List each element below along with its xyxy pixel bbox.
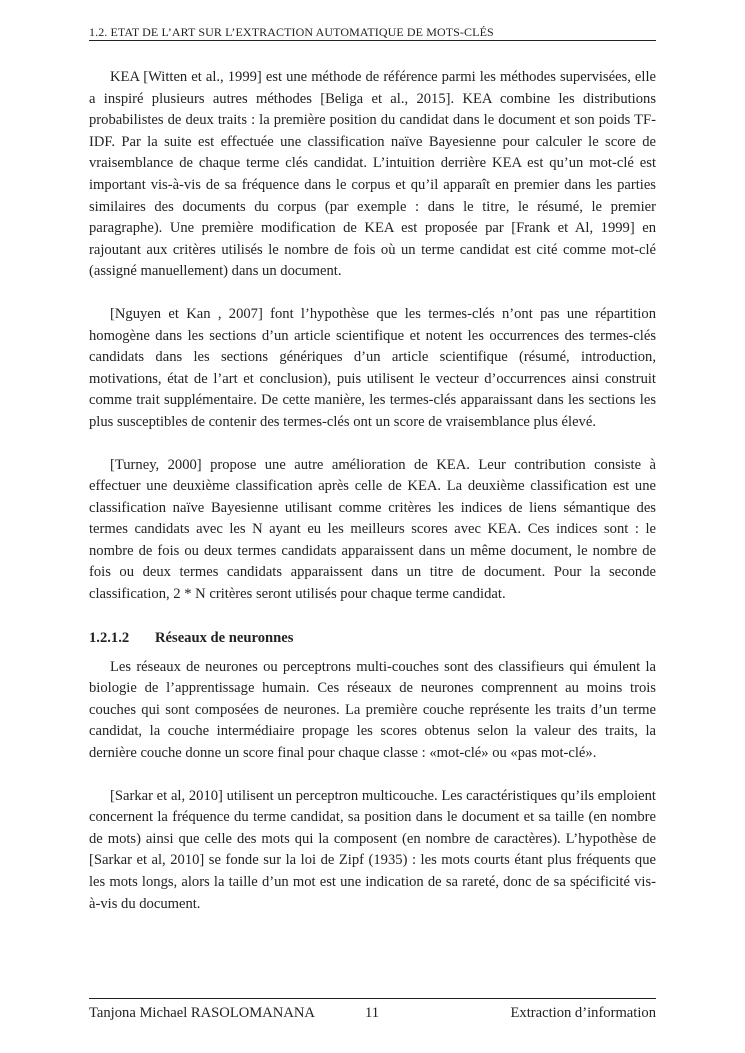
section-heading [89,627,656,649]
footer-document-title: Extraction d’information [510,1005,656,1021]
header-rule [89,40,656,41]
paragraph-turney: [Turney, 2000] propose une autre amélioration de KEA. Leur contribution consiste à effectuer une deuxième classification après celle de KEA. La deuxième classification est une classification naïve Bayesienne utilisant comme critères les indices de liens sémantique des termes candidats avec les N ayant eu les meilleurs scores avec KEA. Ces indices sont : le nombre de fois ou deux termes candidats apparaissent dans un même document, le nombre de fois ou deux termes candidats apparaissent dans un titre de document. Pour la seconde classification, 2 * N critères seront utilisés pour chaque terme candidat. [89,456,656,603]
section-title: Réseaux de neuronnes [155,629,294,646]
paragraph-sarkar: [Sarkar et al, 2010] utilisent un perceptron multicouche. Les caractéristiques qu’ils emploient concernent la fréquence du terme candidat, sa position dans le document et sa taille (en nombre de mots) ainsi que celle des mots qui la composent (en nombre de caractères). L’hypothèse de [Sarkar et al, 2010] se fonde sur la loi de Zipf (1935) : les mots courts étant plus fréquents que les mots longs, alors la taille d’un mot est une indication de sa rareté, donc de sa spécificité vis-à-vis du document. [89,787,656,912]
body-text [89,67,656,915]
document-page [89,0,656,1053]
footer-author: Tanjona Michael RASOLOMANANA [89,1005,315,1021]
section-number: 1.2.1.2 [89,629,130,646]
footer-rule [89,998,656,999]
paragraph-neural-networks: Les réseaux de neurones ou perceptrons multi-couches sont des classifieurs qui émulent la biologie de l’apprentissage humain. Ces réseaux de neurones comprennent au moins trois couches qui sont composées de neurones. La première couche représente les traits d’un terme candidat, la couche intermédiaire propage les scores obtenus selon la valeur des traits, la dernière couche donne un score final pour chaque classe : «mot-clé» ou «pas mot-clé». [89,658,656,762]
paragraph-kea: KEA [Witten et al., 1999] est une méthode de référence parmi les méthodes supervisées, elle a inspiré plusieurs autres méthodes [Beliga et al., 2015]. KEA combine les distributions probabilistes de deux traits : la première position du candidat dans le document et son poids TF-IDF. Par la suite est effectuée une classification naïve Bayesienne pour calculer le score de vraisemblance de chaque terme clés candidat. L’intuition derrière KEA est qu’un mot-clé est important vis-à-vis de sa fréquence dans le corpus et qu’il apparaît en premier dans les parties similaires des documents du corpus (par exemple : dans le titre, le résumé, le premier paragraphe). Une première modification de KEA est proposée par [Frank et Al, 1999] en rajoutant aux critères utilisés le nombre de fois où un terme candidat est cité comme mot-clé (assigné manuellement) dans un document. [89,69,656,280]
running-header: 1.2. ETAT DE L’ART SUR L’EXTRACTION AUTOMATIQUE DE MOTS-CLÉS [89,25,494,39]
page-number: 11 [365,1005,380,1021]
paragraph-nguyen-kan: [Nguyen et Kan , 2007] font l’hypothèse que les termes-clés n’ont pas une répartition homogène dans les sections d’un article scientifique et notent les occurrences des termes-clés candidats dans les sections génériques d’un article scientifique (résumé, introduction, motivations, état de l’art et conclusion), puis utilisent le vecteur d’occurrences ainsi construit comme trait supplémentaire. De cette manière, les termes-clés apparaissant dans les sections les plus susceptibles de contenir des termes-clés ont un score de vraisemblance plus élevé. [89,305,656,430]
